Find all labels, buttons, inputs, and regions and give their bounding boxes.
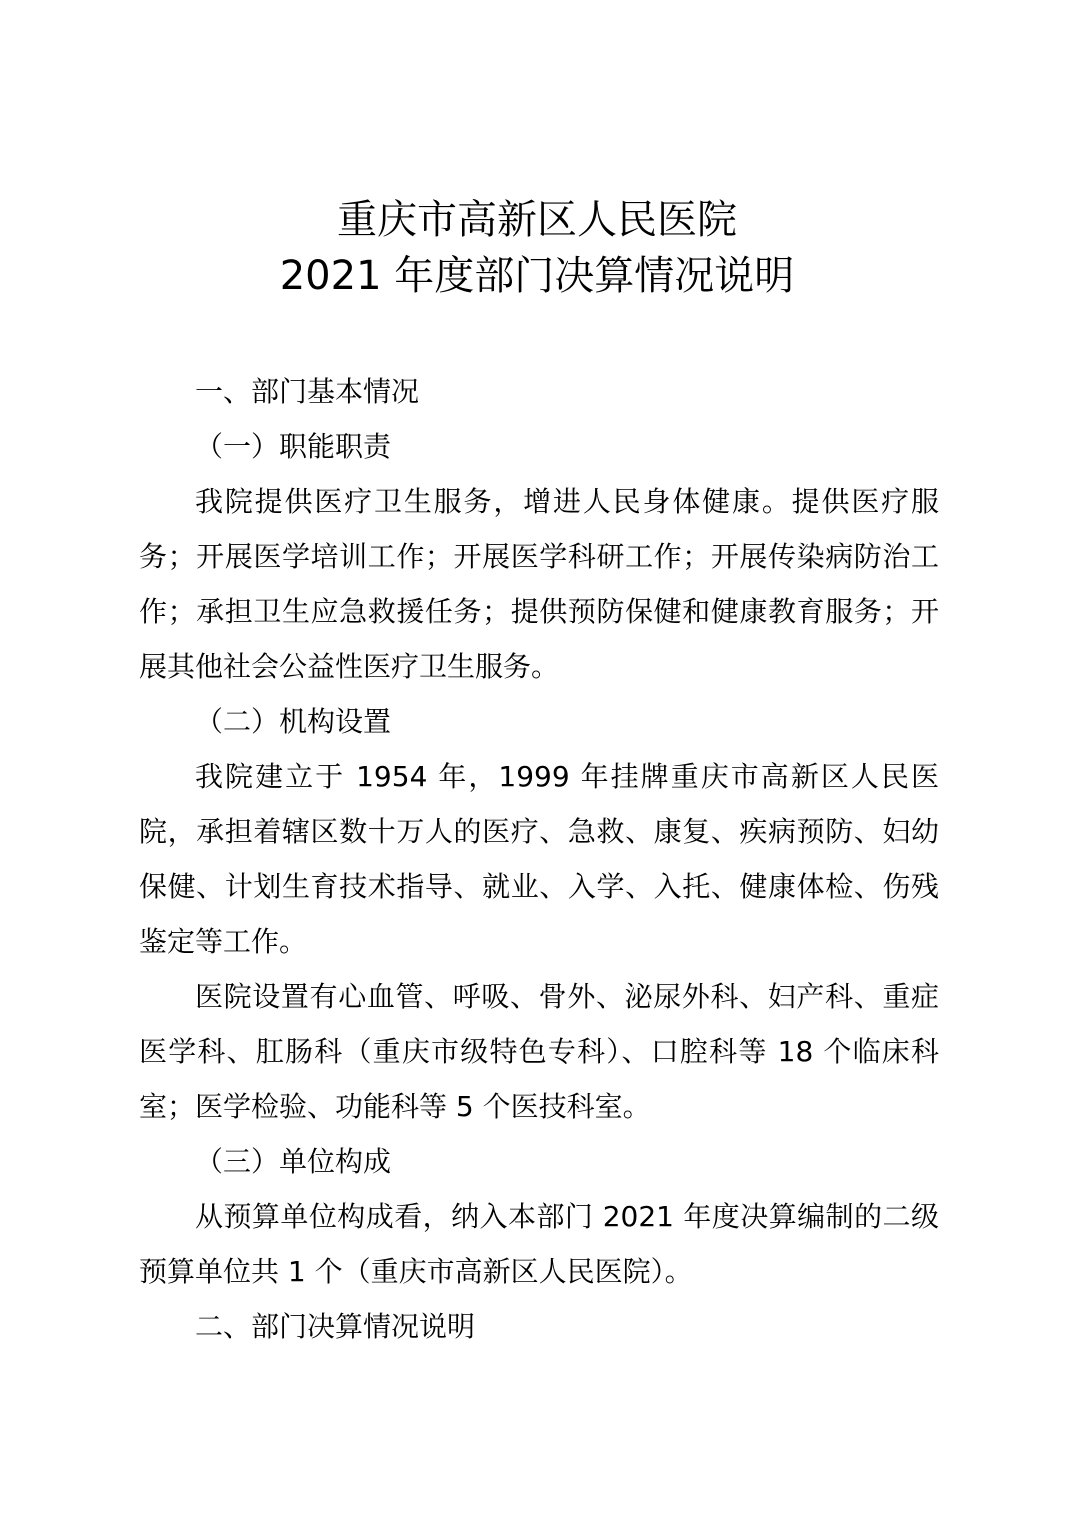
section-heading-basic-info: 一、部门基本情况 <box>195 375 420 408</box>
subsection-heading-units: （三）单位构成 <box>195 1145 392 1178</box>
paragraph-units: 从预算单位构成看，纳入本部门 2021 年度决算编制的二级预算单位共 1 个（重庆市高新区人民医院）。 <box>139 1200 939 1288</box>
paragraph-organization-departments: 医院设置有心血管、呼吸、骨外、泌尿外科、妇产科、重症医学科、肛肠科（重庆市级特色专科）、口腔科等 18 个临床科室；医学检验、功能科等 5 个医技科室。 <box>139 980 939 1123</box>
paragraph-organization-history: 我院建立于 1954 年，1999 年挂牌重庆市高新区人民医院，承担着辖区数十万人的医疗、急救、康复、疾病预防、妇幼保健、计划生育技术指导、就业、入学、入托、健康体检、伤残鉴定等工作。 <box>139 760 939 958</box>
subsection-heading-functions: （一）职能职责 <box>195 430 392 463</box>
paragraph-functions: 我院提供医疗卫生服务，增进人民身体健康。提供医疗服务；开展医学培训工作；开展医学科研工作；开展传染病防治工作；承担卫生应急救援任务；提供预防保健和健康教育服务；开展其他社会公益性医疗卫生服务。 <box>139 485 939 683</box>
document-title-line-1: 重庆市高新区人民医院 <box>337 197 737 243</box>
section-heading-final-accounts: 二、部门决算情况说明 <box>195 1310 476 1343</box>
document-title-line-2: 2021 年度部门决算情况说明 <box>279 253 795 299</box>
document-body <box>139 364 939 1354</box>
subsection-heading-organization: （二）机构设置 <box>195 705 392 738</box>
